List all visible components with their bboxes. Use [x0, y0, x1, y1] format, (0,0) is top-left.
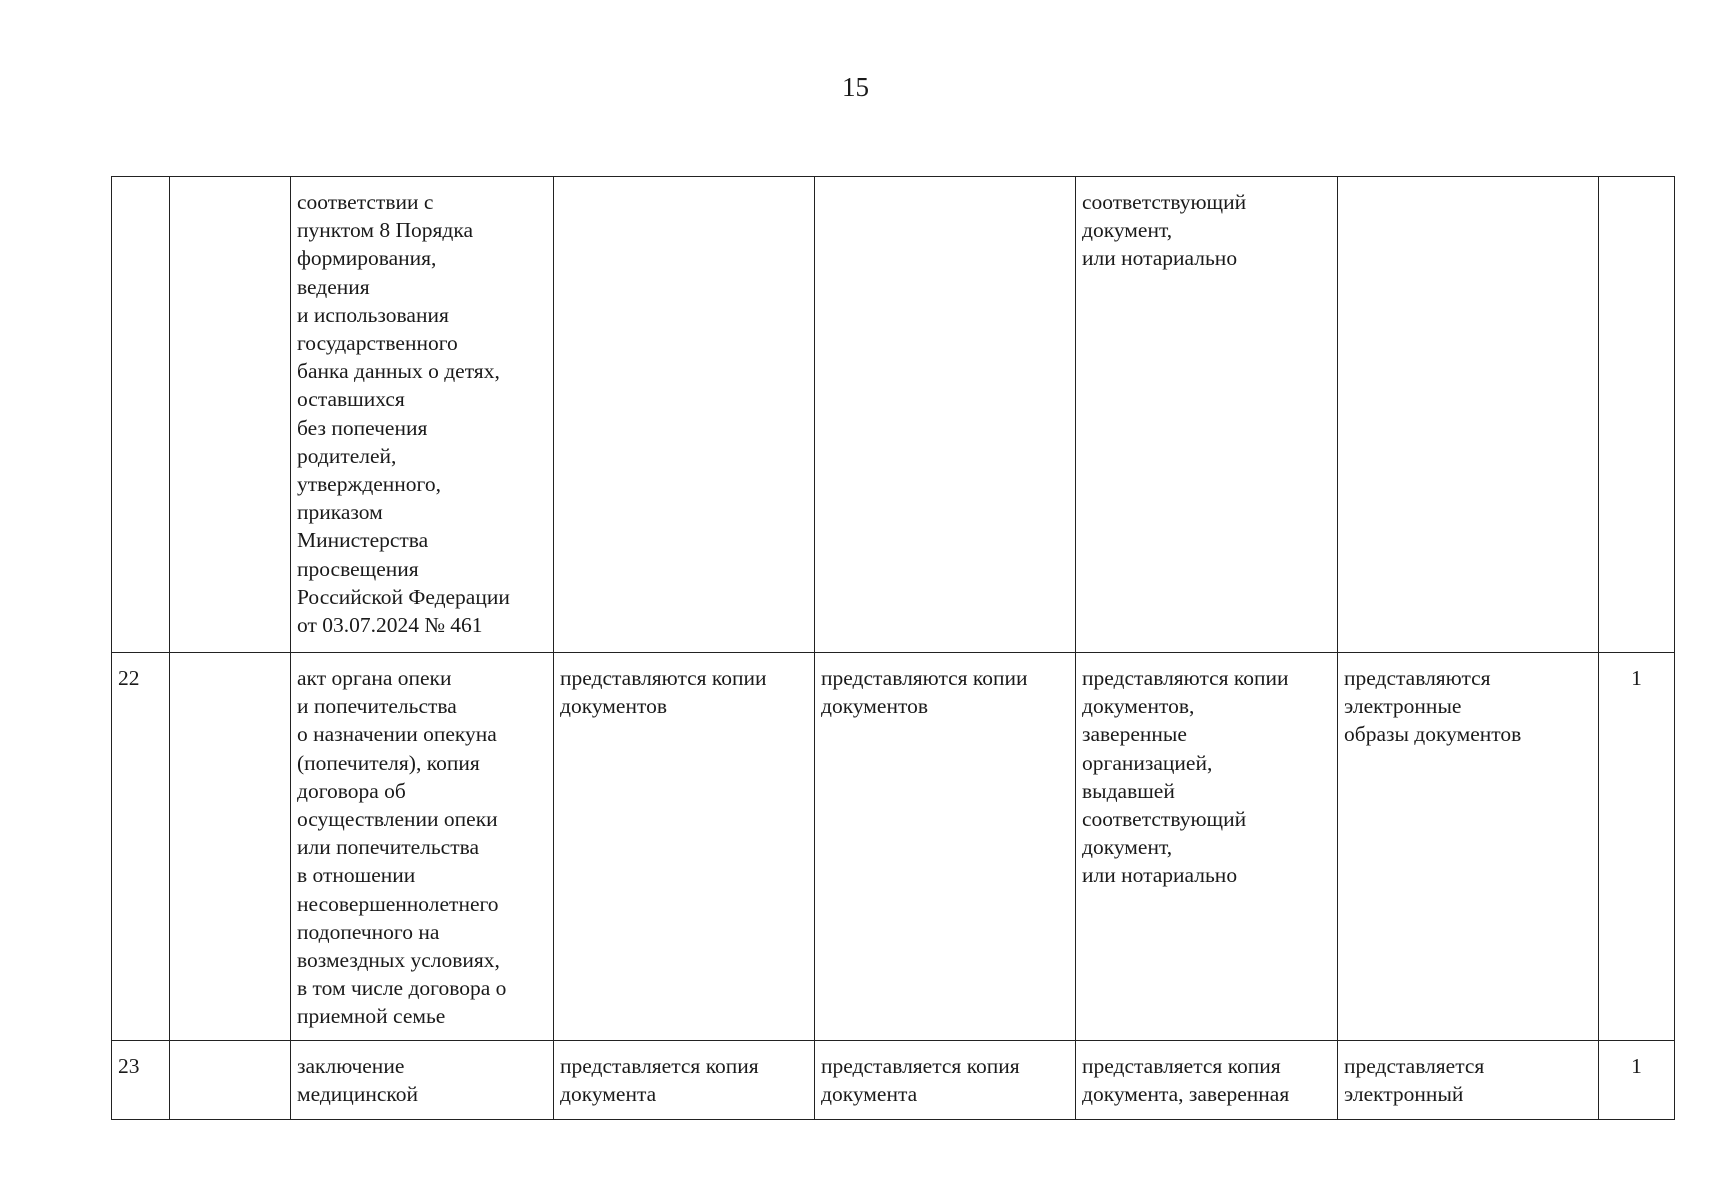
requirement-cell — [815, 177, 1076, 653]
electronic-format-cell: представляется электронный — [1338, 1041, 1599, 1120]
document-name-cell: заключение медицинской — [291, 1041, 554, 1120]
row-number-cell — [112, 177, 170, 653]
quantity-cell — [1599, 177, 1675, 653]
table-row — [112, 177, 1675, 653]
table-row — [112, 653, 1675, 1041]
quantity-cell: 1 — [1599, 1041, 1675, 1120]
requirement-cell: представляется копия документа — [815, 1041, 1076, 1120]
row-number-cell: 23 — [112, 1041, 170, 1120]
electronic-format-cell — [1338, 177, 1599, 653]
documents-table — [111, 176, 1675, 1120]
requirement-cell: представляются копии документов — [815, 653, 1076, 1041]
requirement-cell: соответствующий документ, или нотариально — [1076, 177, 1338, 653]
electronic-format-cell: представляются электронные образы документов — [1338, 653, 1599, 1041]
document-name-cell: соответствии с пунктом 8 Порядка формирования, ведения и использования государственного банка данных о детях, оставшихся без попечения родителей, утвержденного, приказом Министерства просвещения Российской Федерации от 03.07.2024 № 461 — [291, 177, 554, 653]
quantity-cell: 1 — [1599, 653, 1675, 1041]
row-number-cell: 22 — [112, 653, 170, 1041]
document-name-cell: акт органа опеки и попечительства о назначении опекуна (попечителя), копия договора об осуществлении опеки или попечительства в отношении несовершеннолетнего подопечного на возмездных условиях, в том числе договора о приемной семье — [291, 653, 554, 1041]
table-row — [112, 1041, 1675, 1120]
page-number: 15 — [842, 72, 869, 102]
requirement-cell: представляется копия документа — [554, 1041, 815, 1120]
requirement-cell: представляется копия документа, заверенная — [1076, 1041, 1338, 1120]
requirement-cell: представляются копии документов — [554, 653, 815, 1041]
requirement-cell — [554, 177, 815, 653]
empty-cell — [170, 177, 291, 653]
requirement-cell: представляются копии документов, заверенные организацией, выдавшей соответствующий документ, или нотариально — [1076, 653, 1338, 1041]
empty-cell — [170, 653, 291, 1041]
empty-cell — [170, 1041, 291, 1120]
